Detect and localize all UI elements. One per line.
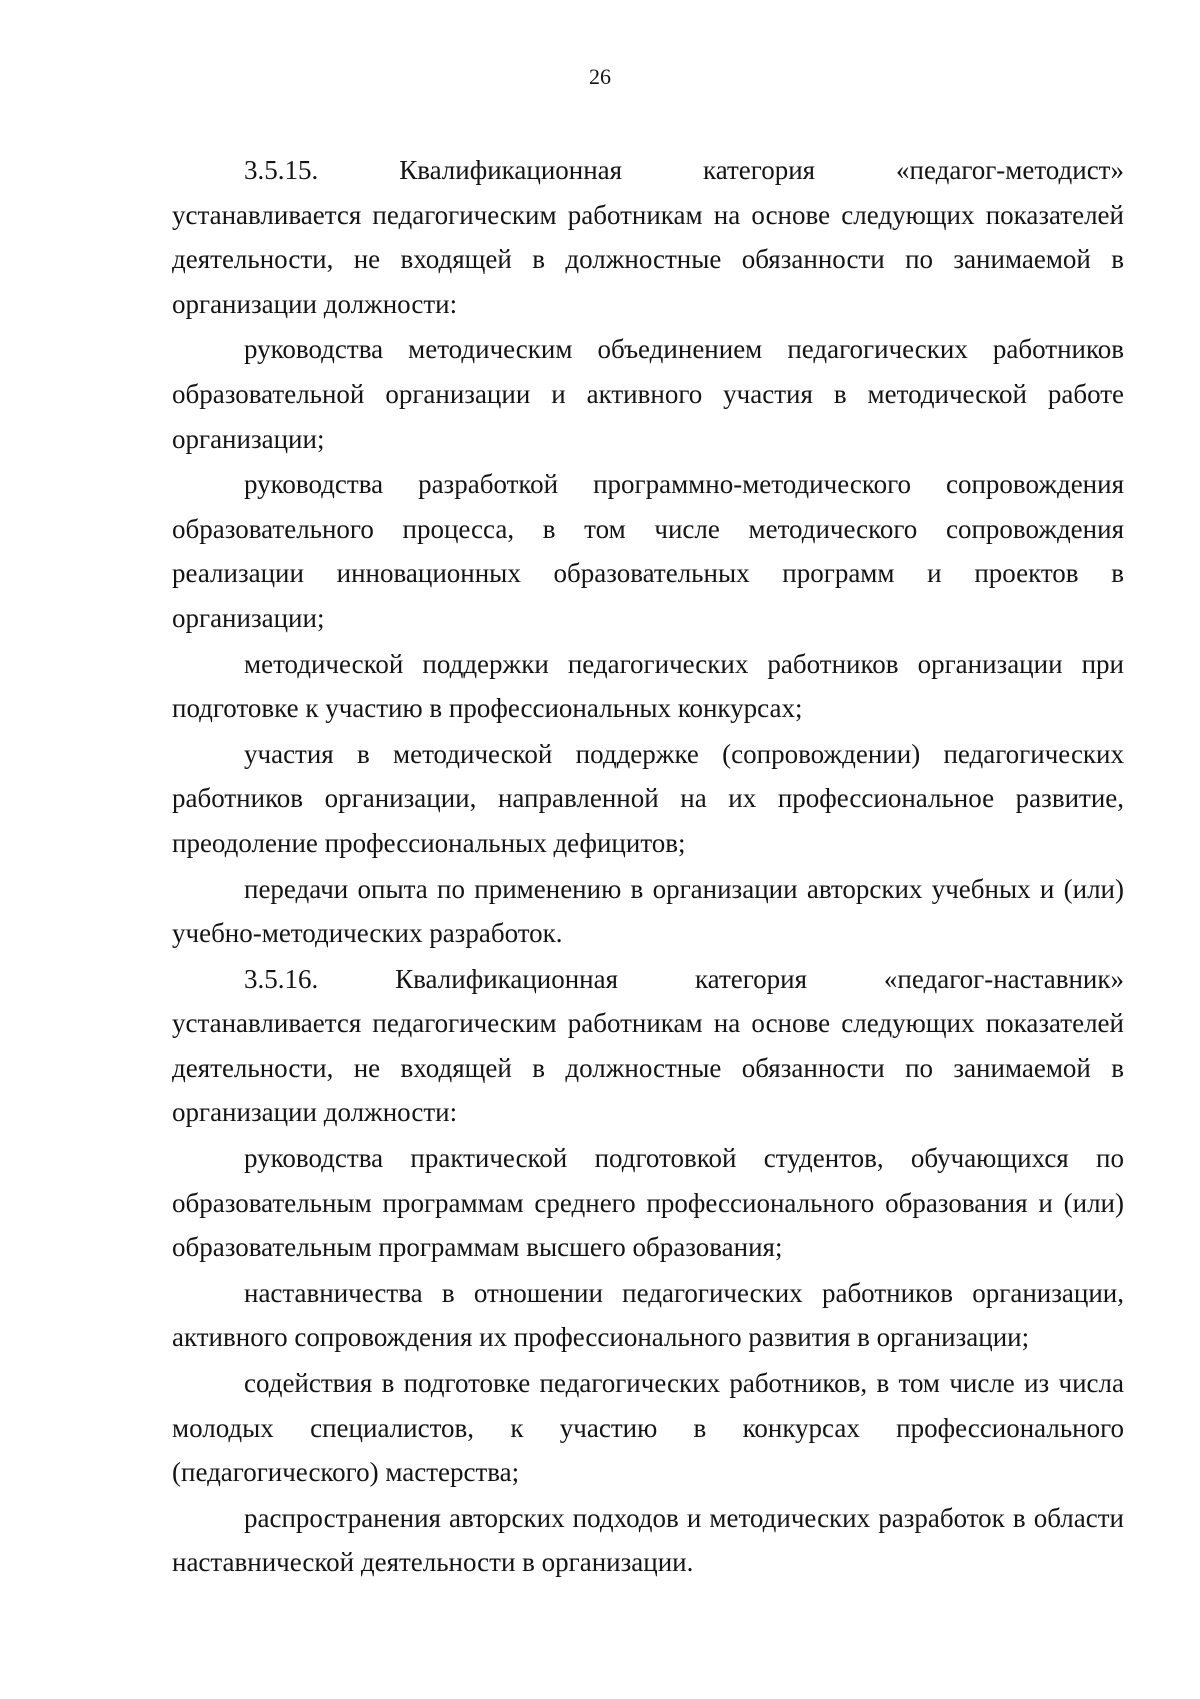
list-item: наставничества в отношении педагогических работников организации, активного сопровождения их профессионального развития в организации; — [172, 1277, 1124, 1353]
document-body — [172, 148, 1124, 1586]
list-item: передачи опыта по применению в организации авторских учебных и (или) учебно-методических разработок. — [172, 873, 1124, 949]
list-item: методической поддержки педагогических работников организации при подготовке к участию в профессиональных конкурсах; — [172, 648, 1124, 724]
list-item: руководства методическим объединением педагогических работников образовательной организации и активного участия в методической работе организации; — [172, 334, 1124, 454]
section-3-5-15 — [172, 148, 1124, 956]
section-body: устанавливается педагогическим работникам на основе следующих показателей деятельности, не входящей в должностные обязанности по занимаемой в организации должности: — [172, 199, 1124, 319]
section-number: 3.5.16. — [244, 963, 319, 994]
section-body: устанавливается педагогическим работникам на основе следующих показателей деятельности, не входящей в должностные обязанности по занимаемой в организации должности: — [172, 1008, 1124, 1128]
heading-word: категория — [694, 963, 808, 994]
heading-word: «педагог-наставник» — [883, 963, 1124, 994]
section-3-5-16 — [172, 957, 1124, 1585]
list-item: руководства практической подготовкой студентов, обучающихся по образовательным программам среднего профессионального образования и (или) образовательным программам высшего образования; — [172, 1143, 1124, 1263]
list-item: руководства разработкой программно-методического сопровождения образовательного процесса, в том числе методического сопровождения реализации инновационных образовательных программ и проектов в организации; — [172, 469, 1124, 633]
list-item: распространения авторских подходов и методических разработок в области наставнической деятельности в организации. — [172, 1502, 1124, 1578]
heading-word: Квалификационная — [395, 963, 619, 994]
page-number: 26 — [589, 64, 611, 89]
list-item: содействия в подготовке педагогических работников, в том числе из числа молодых специалистов, к участию в конкурсах профессионального (педагогического) мастерства; — [172, 1368, 1124, 1488]
section-number: 3.5.15. — [244, 155, 319, 185]
heading-word: «педагог-методист» — [896, 155, 1124, 185]
heading-word: категория — [703, 155, 816, 185]
list-item: участия в методической поддержке (сопровождении) педагогических работников организации, направленной на их профессиональное развитие, преодоление профессиональных дефицитов; — [172, 738, 1124, 858]
heading-word: Квалификационная — [399, 155, 623, 185]
section-heading — [172, 957, 1124, 1002]
section-heading — [172, 148, 1124, 193]
